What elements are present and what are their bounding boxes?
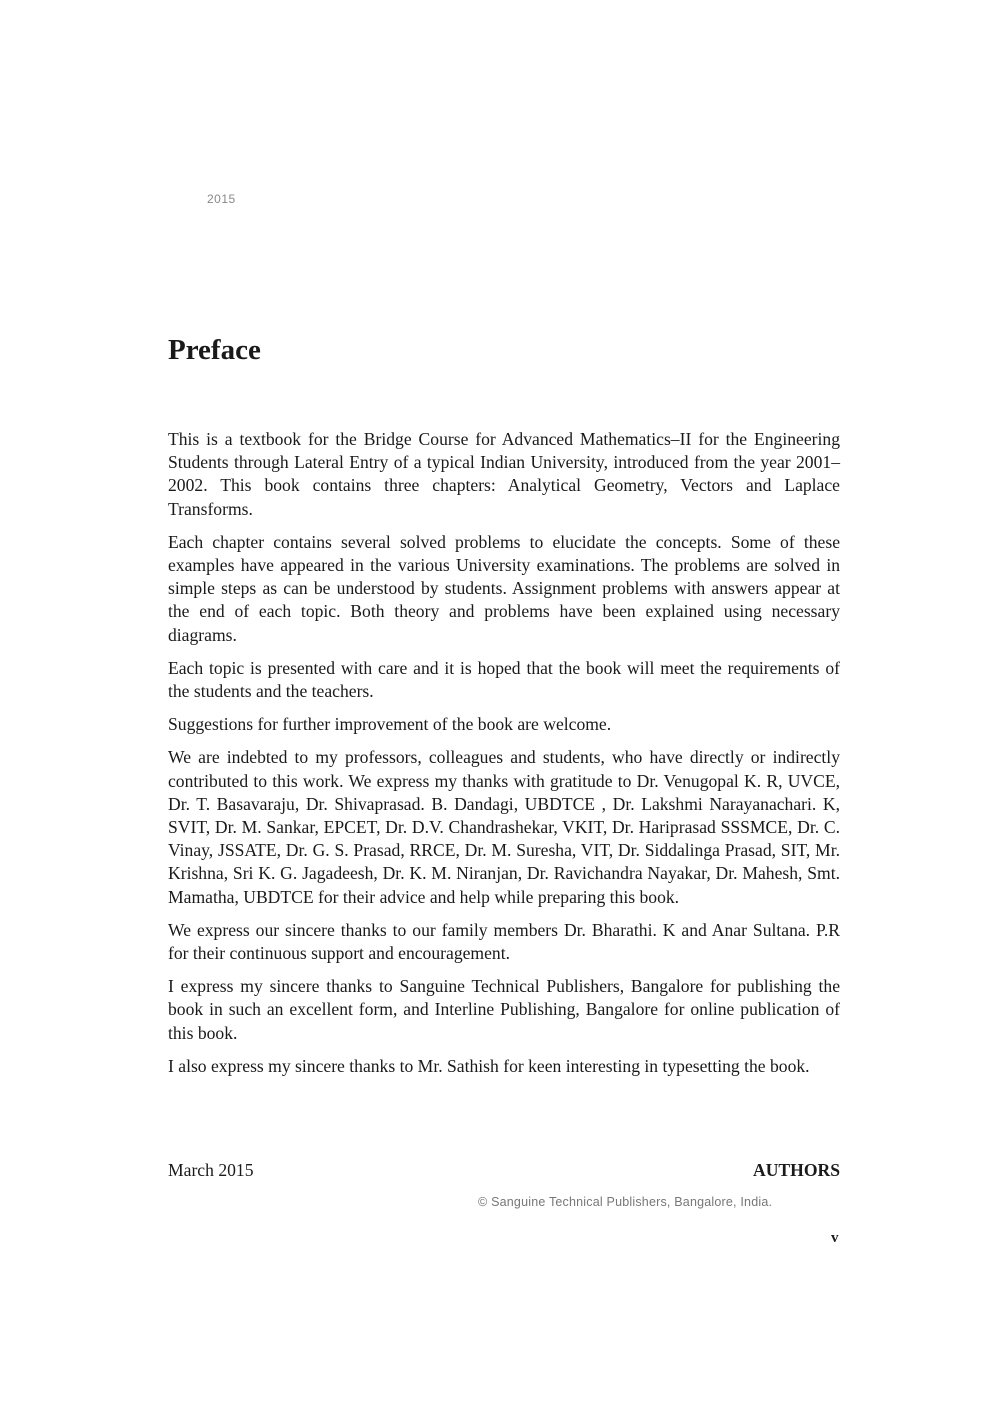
paragraph-intro: This is a textbook for the Bridge Course for Advanced Mathematics–II for the Engineering Students through Lateral Entry of a typical Indian University, introduced from the year 2001–2002. This book contains three chapters: Analytical Geometry, Vectors and Laplace Transforms. — [168, 429, 840, 519]
signoff-authors: AUTHORS — [752, 1160, 840, 1180]
page-number: v — [831, 1230, 839, 1246]
paragraph-publisher-thanks: I express my sincere thanks to Sanguine Technical Publishers, Bangalore for publishing the book in such an excellent form, and Interline Publishing, Bangalore for online publication of this book. — [168, 976, 840, 1043]
preface-body — [168, 428, 840, 1088]
paragraph-typesetting-thanks: I also express my sincere thanks to Mr. Sathish for keen interesting in typesetting the book. — [168, 1055, 810, 1076]
signoff-date: March 2015 — [168, 1160, 254, 1180]
paragraph-acknowledgements: We are indebted to my professors, colleagues and students, who have directly or indirectly contributed to this work. We express my thanks with gratitude to Dr. Venugopal K. R, UVCE, Dr. T. Basavaraju, Dr. Shivaprasad. B. Dandagi, UBDTCE , Dr. Lakshmi Narayanachari. K, SVIT, Dr. M. Sankar, EPCET, Dr. D.V. Chandrashekar, VKIT, Dr. Hariprasad SSSMCE, Dr. C. Vinay, JSSATE, Dr. G. S. Prasad, RRCE, Dr. M. Suresha, VIT, Dr. Siddalinga Prasad, SIT, Mr. Krishna, Sri K. G. Jagadeesh, Dr. K. M. Niranjan, Dr. Ravichandra Nayakar, Dr. Mahesh, Smt. Mamatha, UBDTCE for their advice and help while preparing this book. — [168, 747, 840, 907]
paragraph-family-thanks: We express our sincere thanks to our family members Dr. Bharathi. K and Anar Sultana. P.R for their continuous support and encouragement. — [168, 919, 840, 964]
paragraph-care: Each topic is presented with care and it is hoped that the book will meet the requirements of the students and the teachers. — [168, 657, 840, 702]
page-title: Preface — [168, 334, 261, 366]
paragraph-suggestions: Suggestions for further improvement of the book are welcome. — [168, 714, 612, 735]
paragraph-chapters: Each chapter contains several solved problems to elucidate the concepts. Some of these examples have appeared in the various University examinations. The problems are solved in simple steps as can be understood by students. Assignment problems with answers appear at the end of each topic. Both theory and problems have been explained using necessary diagrams. — [168, 531, 840, 645]
signoff — [168, 1159, 840, 1182]
copyright-notice: © Sanguine Technical Publishers, Bangalore, India. — [478, 1195, 773, 1209]
year-tag: 2015 — [207, 192, 236, 206]
